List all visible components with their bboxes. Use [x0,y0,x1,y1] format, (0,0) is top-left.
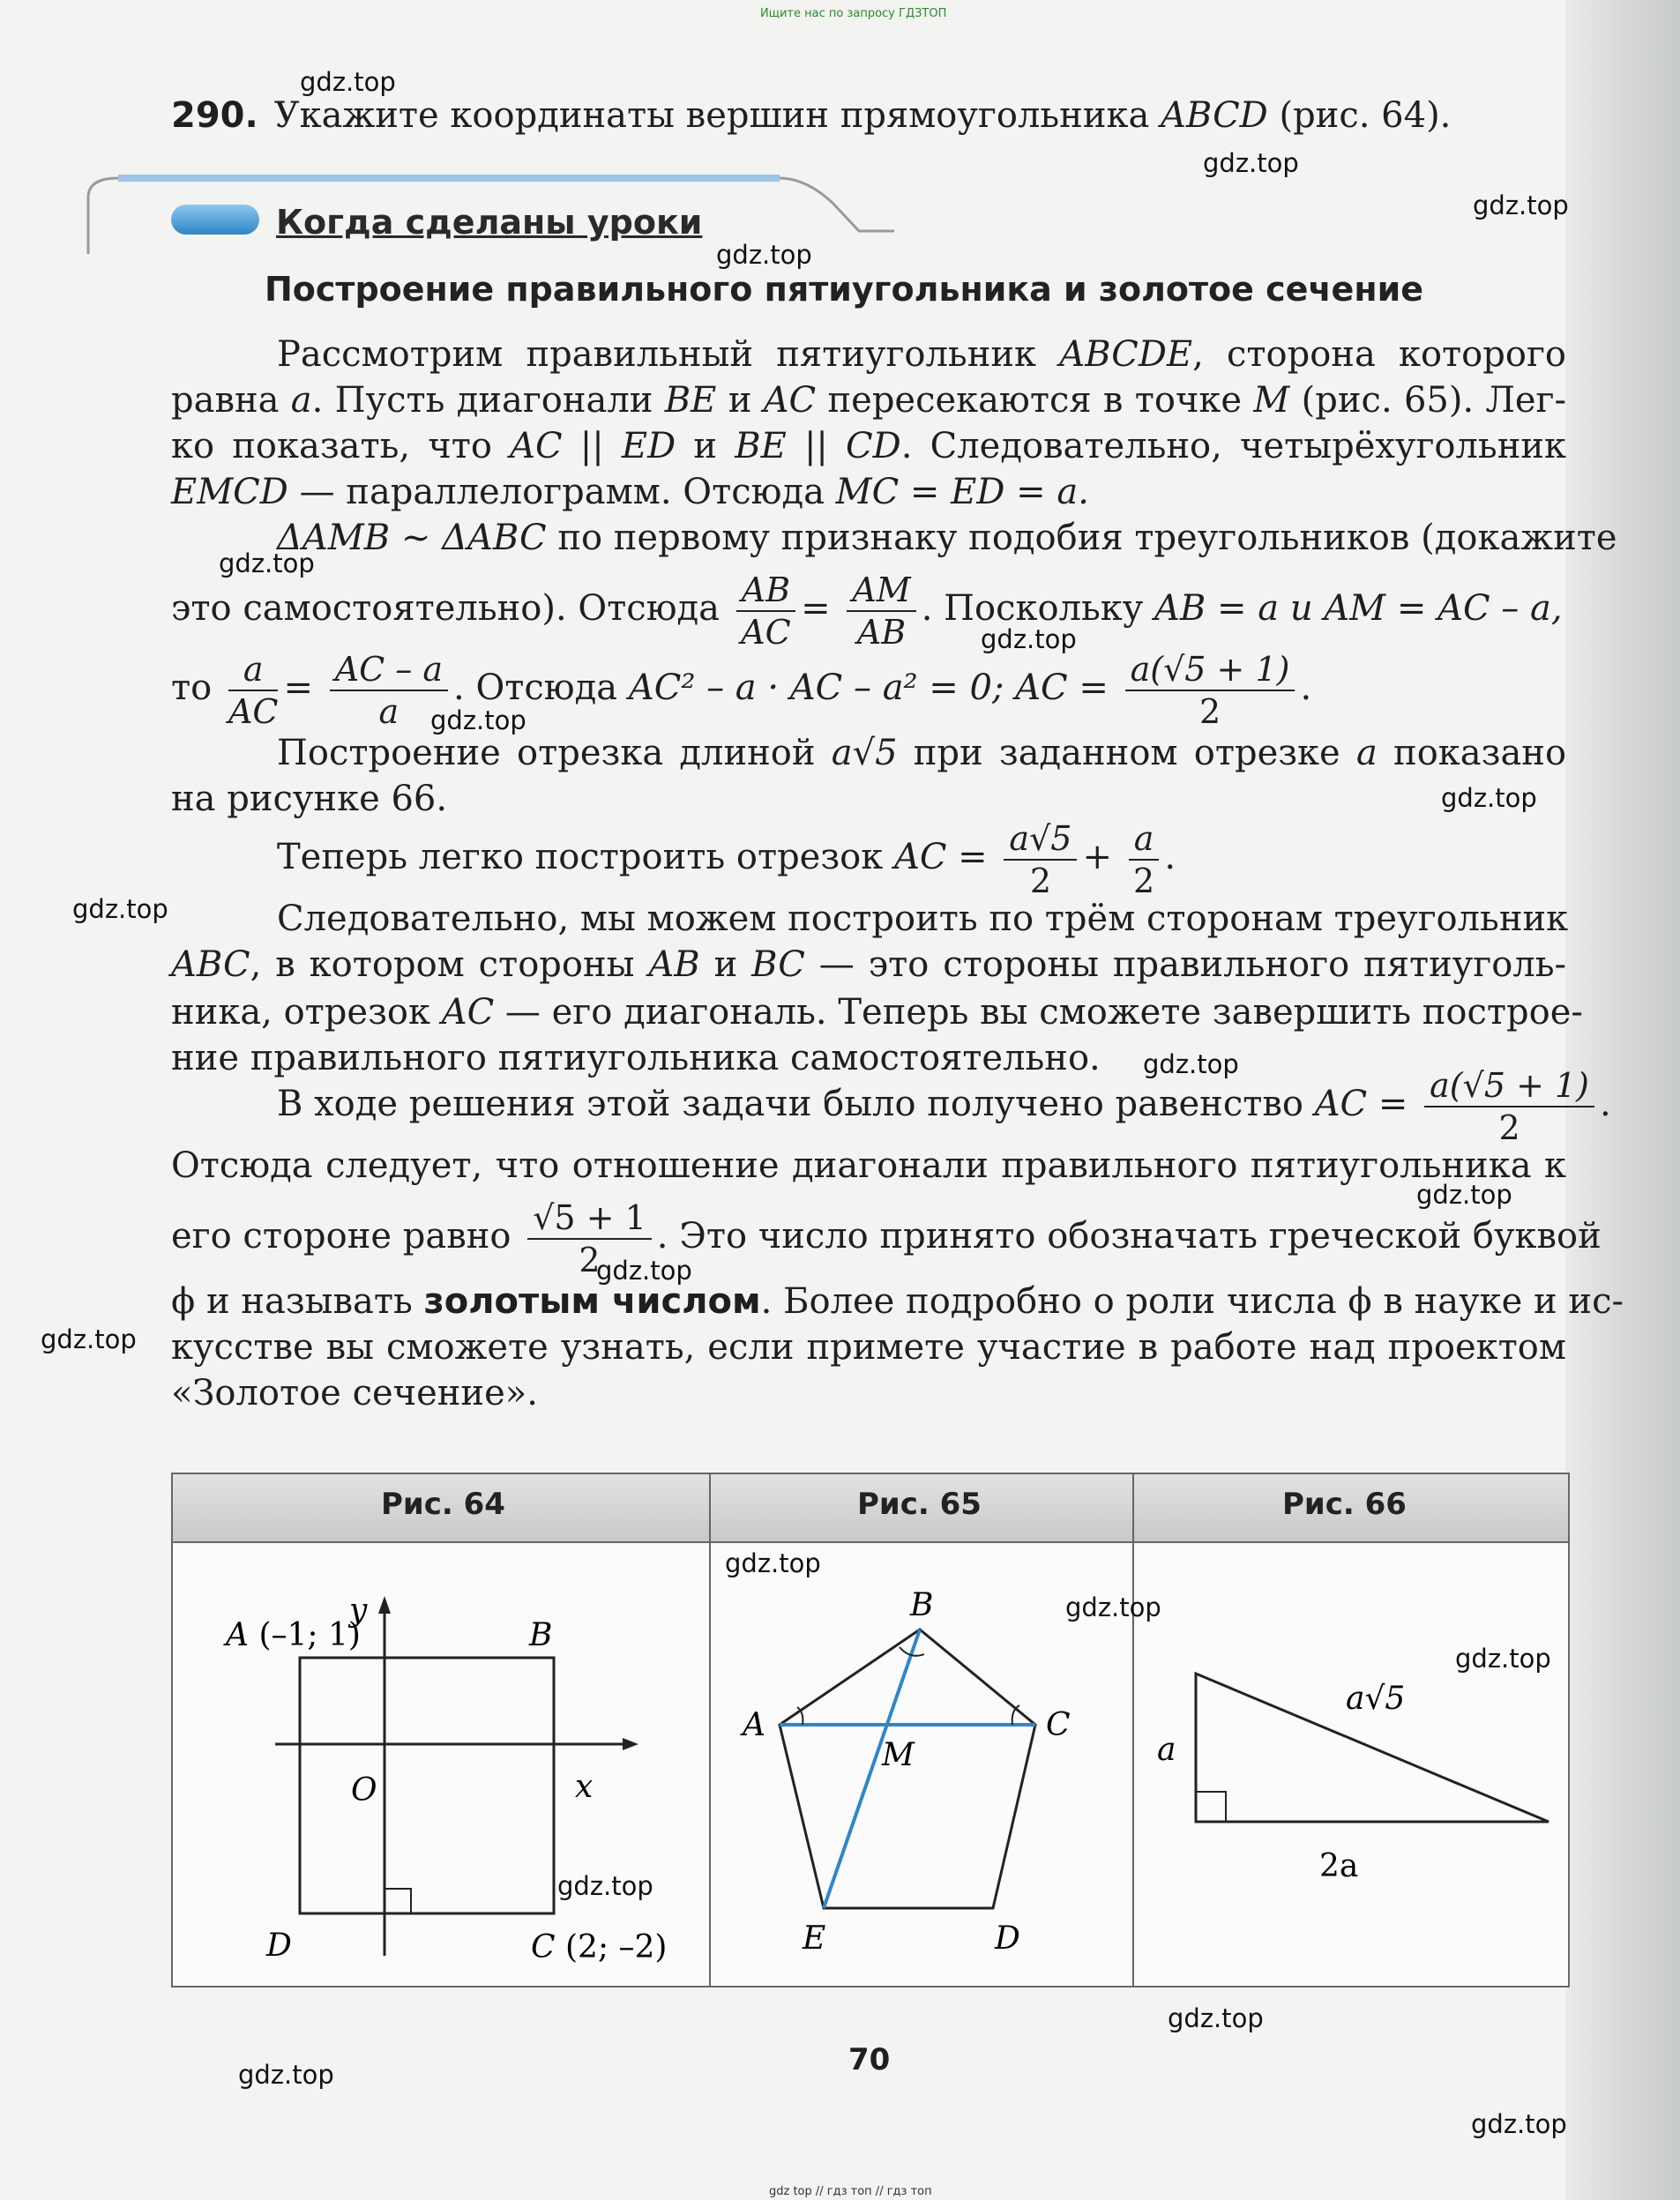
vertex-b-label: B [910,1587,934,1623]
section-title: Когда сделаны уроки [276,203,703,242]
text-line-6: это самостоятельно). Отсюда $\frac{AB}{AC}$ = $\frac{AM}{AB}$ . Поскольку AB = a и AM = AC – a, [171,571,1563,652]
text-line-12: ABC, в котором стороны AB и BC — это стороны правильного пятиуголь- [171,944,1567,985]
problem-number: 290. [171,95,258,136]
watermark: gdz.top [1473,190,1569,220]
watermark: gdz.top [1471,2109,1567,2139]
fraction-am-ab: $\frac{AM}{AB}$ [847,573,915,649]
watermark: gdz.top [1143,1049,1239,1079]
side-2a-label: 2a [1319,1848,1359,1884]
fig65-title: Рис. 65 [857,1487,982,1522]
vertex-d-label: D [995,1920,1020,1957]
vertex-a-label: A (–1; 1) [226,1617,361,1653]
text-line-19: кусстве вы сможете узнать, если примете участие в работе над проектом [171,1327,1566,1368]
watermark: gdz.top [41,1324,137,1354]
text-line-3: ко показать, что AC || ED и BE || CD. Следовательно, четырёхугольник [171,426,1567,466]
problem-text: Укажите координаты вершин прямоугольника [273,95,1161,136]
text-line-7: то $\frac{a}{AC}$ = $\frac{AC - a}{a}$ . Отсюда AC² – a · AC – a² = 0; AC = $\frac{a(√5 + 1)}{2}$ . [171,650,1312,731]
text-line-9: на рисунке 66. [171,779,448,819]
vertex-c-label: C (2; –2) [531,1929,668,1965]
text-line-20: «Золотое сечение». [171,1373,538,1413]
text-line-8: Построение отрезка длиной a√5 при заданном отрезке a показано [277,733,1567,773]
article-heading: Построение правильного пятиугольника и золотое сечение [265,270,1423,309]
watermark: gdz.top [1203,148,1299,178]
fraction-a-root5-over-2: $\frac{a√5}{2}$ [1004,822,1077,898]
vertex-c-label: C [1046,1707,1071,1743]
text-line-10: Теперь легко построить отрезок AC = $\frac{a√5}{2}$ + $\frac{a}{2}$ . [277,819,1176,900]
watermark: gdz.top [725,1548,821,1578]
watermark: gdz.top [1441,783,1537,813]
text-line-11: Следовательно, мы можем построить по трём сторонам треугольник [277,899,1569,939]
watermark: gdz.top [238,2060,334,2090]
problem-290: 290. Укажите координаты вершин прямоугольника ABCD (рис. 64). [171,95,1452,136]
watermark: gdz.top [557,1871,653,1901]
fraction-golden-ratio: $\frac{√5 + 1}{2}$ [527,1201,652,1277]
bottom-note: gdz top // гдз топ // гдз топ [769,2185,932,2198]
hypotenuse-label: a√5 [1346,1681,1406,1717]
text-line-16: Отсюда следует, что отношение диагонали правильного пятиугольника к [171,1145,1566,1186]
y-axis-label: y [349,1592,368,1629]
text-line-14: ние правильного пятиугольника самостоятельно. [171,1038,1101,1078]
page-number: 70 [848,2042,891,2077]
fraction-ac-result-2: $\frac{a(√5 + 1)}{2}$ [1424,1069,1594,1145]
vertex-a-label: A [743,1707,765,1743]
watermark: gdz.top [430,705,526,735]
text-line-18: ϕ и называть золотым числом. Более подробно о роли числа ϕ в науке и ис- [171,1281,1624,1322]
side-a-label: a [1157,1732,1176,1768]
watermark: gdz.top [1065,1592,1161,1622]
fig66-triangle-diagram [1134,1541,1566,1984]
watermark: gdz.top [716,240,812,270]
vertex-b-label: B [529,1617,553,1653]
fraction-ac-result: $\frac{a(√5 + 1)}{2}$ [1125,653,1295,728]
fraction-ab-ac: $\frac{AB}{AC}$ [736,573,795,649]
origin-label: O [351,1772,377,1808]
vertex-e-label: E [803,1920,826,1957]
text-line-2: равна a. Пусть диагонали BE и AC пересекаются в точке M (рис. 65). Лег- [171,380,1567,421]
text-line-17: его стороне равно $\frac{√5 + 1}{2}$ . Это число принято обозначать греческой буквой [171,1198,1602,1279]
text-line-13: ника, отрезок AC — его диагональ. Теперь вы сможете завершить построе- [171,992,1583,1033]
watermark: gdz.top [72,894,168,924]
watermark: gdz.top [596,1256,692,1286]
figures-table [171,1473,1570,1987]
fraction-a-over-2: $\frac{a}{2}$ [1129,822,1160,898]
watermark: gdz.top [1168,2003,1264,2033]
fraction-ac-minus-a: $\frac{AC - a}{a}$ [330,653,448,728]
fraction-a-ac: $\frac{a}{AC}$ [228,650,279,731]
text-line-1: Рассмотрим правильный пятиугольник ABCDE, сторона которого [277,334,1566,375]
text-line-4: EMCD — параллелограмм. Отсюда MC = ED = a. [171,472,1089,512]
fig64-coordinate-diagram [173,1541,707,1984]
top-note: Ищите нас по запросу ГДЗТОП [760,7,947,20]
text-line-5: ΔAMB ~ ΔABC по первому признаку подобия треугольников (докажите [277,518,1617,558]
section-header-badge [171,205,259,235]
watermark: gdz.top [981,624,1077,654]
watermark: gdz.top [1416,1180,1512,1210]
watermark: gdz.top [300,67,396,97]
watermark: gdz.top [1455,1644,1551,1674]
fig66-title: Рис. 66 [1282,1487,1407,1522]
fig64-title: Рис. 64 [381,1487,505,1522]
point-m-label: M [882,1737,915,1773]
x-axis-label: x [575,1769,594,1805]
text-line-15: В ходе решения этой задачи было получено равенство AC = $\frac{a(√5 + 1)}{2}$ . [277,1066,1611,1147]
vertex-d-label: D [266,1928,292,1964]
watermark: gdz.top [219,548,315,578]
